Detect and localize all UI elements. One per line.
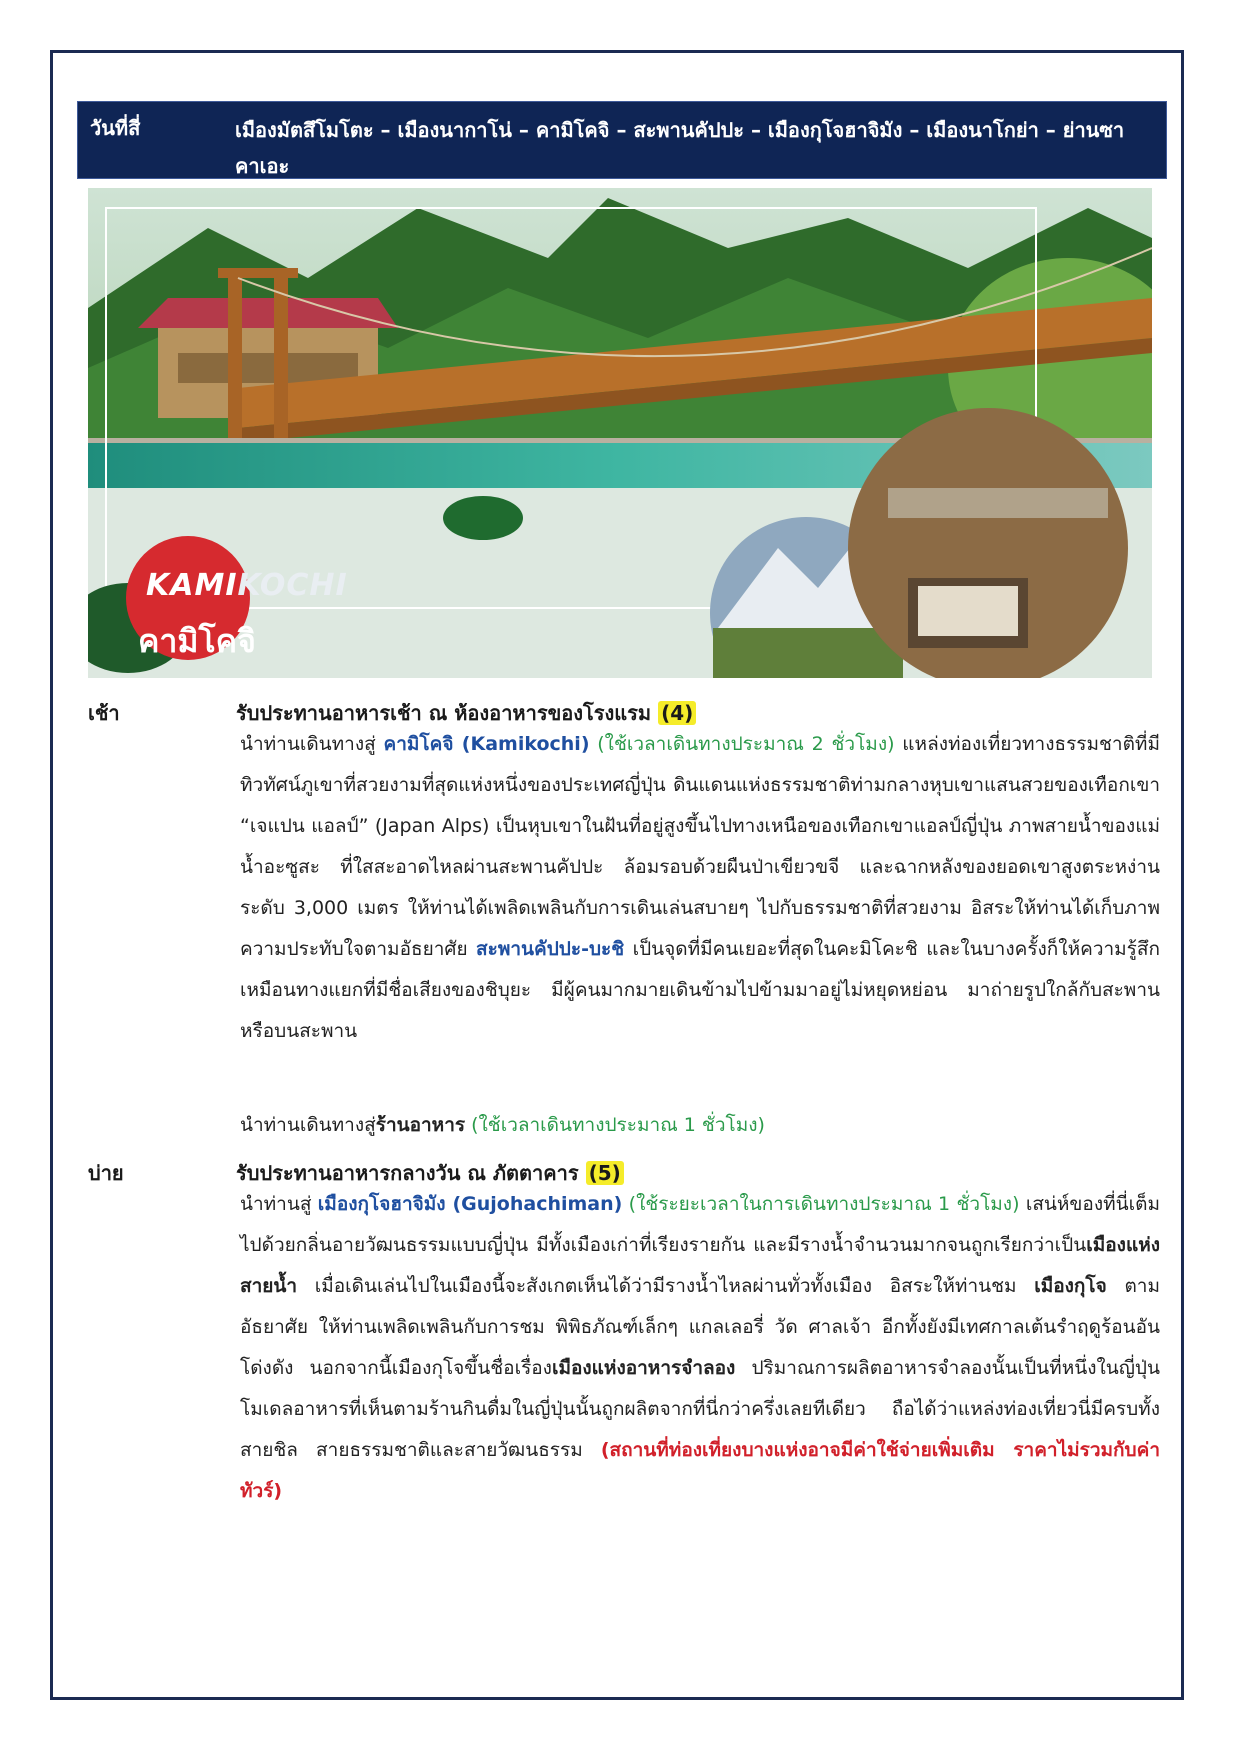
afternoon-heading-text: รับประทานอาหารกลางวัน ณ ภัตตาคาร [236, 1161, 579, 1185]
kamikochi-paragraph [236, 724, 1160, 1052]
highlight-gujo: เมืองกุโจ [1034, 1275, 1107, 1297]
banner-illustration [88, 188, 1152, 678]
p-text: เป็นจุดที่มีคนเยอะที่สุดในคะมิโคะชิ และในบางครั้งก็ให้ความรู้สึกเหมือนทางแยกที่มีชื่อเสียงของชิบุยะ มีผู้คนมากมายเดินข้ามไปข้ามมาอยู่ไม่หยุดหย่อน มาถ่ายรูปใกล้กับสะพานหรือบนสะพาน [240, 938, 1160, 1042]
banner-logo-th: คามิโคจิ [138, 622, 256, 660]
afternoon-label: บ่าย [88, 1161, 124, 1185]
place-kappa-bridge: สะพานคัปปะ-บะชิ [476, 938, 625, 960]
p-text: นำท่านสู่ [240, 1193, 318, 1215]
day-header [77, 101, 1167, 179]
travel-time: (ใช้เวลาเดินทางประมาณ 1 ชั่วโมง) [465, 1114, 765, 1136]
logo-kochi: KOCHI [237, 568, 348, 603]
place-restaurant: ร้านอาหาร [375, 1114, 466, 1136]
p-text: แหล่งท่องเที่ยวทางธรรมชาติที่มีทิวทัศน์ภูเขาที่สวยงามที่สุดแห่งหนึ่งของประเทศญี่ปุ่น ดินแดนแห่งธรรมชาติท่ามกลางหุบเขาแสนสวยของเทือกเขา “เจแปน แอลป์” (Japan Alps) เป็นหุบเขาในฝันที่อยู่สูงขึ้นไปทางเหนือของเทือกเขาแอลป์ญี่ปุ่น ภาพสายน้ำของแม่น้ำอะซูสะ ที่ใสสะอาดไหลผ่านสะพานคัปปะ ล้อมรอบด้วยผืนป่าเขียวขจี และฉากหลังของยอดเขาสูงตระหง่านระดับ 3,000 เมตร ให้ท่านได้เพลิดเพลินกับการเดินเล่นสบายๆ ไปกับธรรมชาติที่สวยงาม อิสระให้ท่านได้เก็บภาพความประทับใจตามอัธยาศัย [240, 733, 1160, 960]
kamikochi-banner [88, 188, 1152, 678]
p-text: ปริมาณการผลิตอาหารจำลองนั้นเป็นที่หนึ่งในญี่ปุ่น โมเดลอาหารที่เห็นตามร้านกินดื่มในญี่ปุ่นนั้นถูกผลิตจากที่นี่กว่าครึ่งเลยทีเดียว ถือได้ว่าแหล่งท่องเที่ยวนี่มีครบทั้งสายชิล สายธรรมชาติและสายวัฒนธรรม [240, 1357, 1160, 1461]
p-text: เมื่อเดินเล่นไปในเมืองนี้จะสังเกตเห็นได้ว่ามีรางน้ำไหลผ่านทั่วทั้งเมือง อิสระให้ท่านชม [297, 1275, 1035, 1297]
place-kamikochi: คามิโคจิ (Kamikochi) [383, 733, 590, 755]
place-gujohachiman: เมืองกุโจฮาจิมัง (Gujohachiman) [317, 1193, 623, 1215]
day-route-title: เมืองมัตสึโมโตะ – เมืองนากาโน่ – คามิโคจิ – สะพานคัปปะ – เมืองกุโจฮาจิมัง – เมืองนาโกย่า – ย่านซาคาเอะ [235, 118, 1125, 178]
highlight-food-models: เมืองแห่งอาหารจำลอง [551, 1357, 736, 1379]
p-text: นำท่านเดินทางสู่ [240, 1114, 376, 1136]
restaurant-line [236, 1105, 1160, 1146]
travel-time: (ใช้ระยะเวลาในการเดินทางประมาณ 1 ชั่วโมง) [622, 1193, 1020, 1215]
morning-heading-text: รับประทานอาหารเช้า ณ ห้องอาหารของโรงแรม [236, 701, 652, 725]
gujohachiman-paragraph [236, 1184, 1160, 1512]
meal-number-badge: (5) [586, 1161, 624, 1185]
travel-time: (ใช้เวลาเดินทางประมาณ 2 ชั่วโมง) [589, 733, 895, 755]
p-text: เสน่ห์ของที่นี่เต็มไปด้วยกลิ่นอายวัฒนธรรมแบบญี่ปุ่น มีทั้งเมืองเก่าที่เรียงรายกัน และมีรางน้ำจำนวนมากจนถูกเรียกว่าเป็น [240, 1193, 1160, 1256]
morning-label: เช้า [88, 701, 120, 725]
day-label: วันที่สี่ [90, 116, 141, 140]
logo-kami: KAMI [146, 568, 238, 603]
p-text: ตามอัธยาศัย ให้ท่านเพลิดเพลินกับการชม พิพิธภัณฑ์เล็กๆ แกลเลอรี่ วัด ศาลเจ้า อีกทั้งยังมีเทศกาลเต้นรำฤดูร้อนอันโด่งดัง นอกจากนี้เมืองกุโจขึ้นชื่อเรื่อง [240, 1275, 1160, 1379]
p-text: นำท่านเดินทางสู่ [240, 733, 384, 755]
banner-logo-en [146, 568, 348, 603]
highlight-water-city: เมืองแห่งสายน้ำ [240, 1234, 1160, 1297]
extra-cost-note: (สถานที่ท่องเที่ยงบางแห่งอาจมีค่าใช้จ่ายเพิ่มเติม ราคาไม่รวมกับค่าทัวร์) [240, 1439, 1160, 1502]
meal-number-badge: (4) [658, 701, 696, 725]
